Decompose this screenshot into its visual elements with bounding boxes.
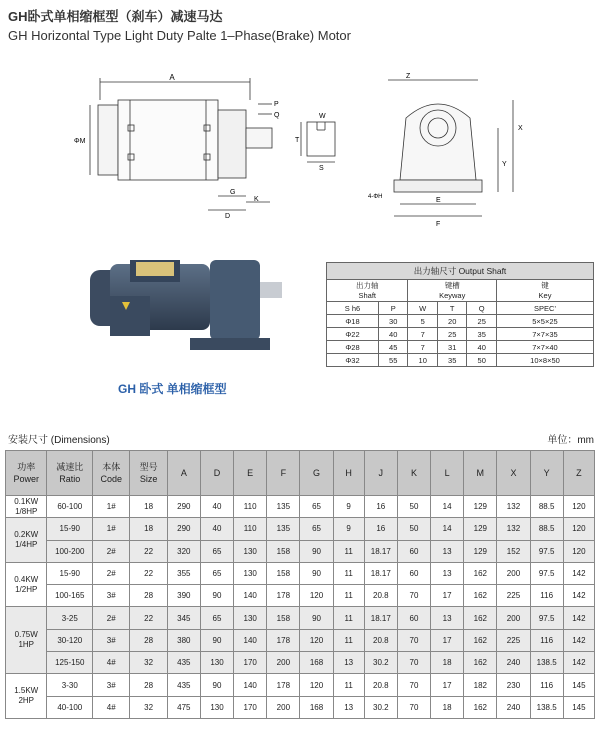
dims-cell: 110 (234, 496, 267, 518)
dims-cell: 70 (397, 652, 430, 674)
dims-cell: 120 (563, 540, 594, 562)
dims-cell: 140 (234, 629, 267, 651)
shaft-cell: 35 (467, 328, 497, 341)
dims-cell: 40 (200, 518, 233, 540)
dims-cell: 70 (397, 674, 430, 696)
dims-cell: 30.2 (364, 696, 397, 718)
dims-cell: 1# (93, 518, 130, 540)
dims-cell: 435 (167, 674, 200, 696)
dims-header-cell: 减速比 Ratio (47, 451, 93, 496)
dims-cell: 130 (200, 696, 233, 718)
page-title-en: GH Horizontal Type Light Duty Palte 1–Phase(Brake) Motor (8, 28, 351, 43)
dims-cell: 225 (497, 585, 530, 607)
dim-label-g: G (230, 189, 236, 196)
shaft-cell: 30 (378, 315, 408, 328)
dims-cell: 200 (267, 652, 300, 674)
dims-cell: 2# (93, 562, 130, 584)
dims-cell: 70 (397, 696, 430, 718)
dims-cell: 435 (167, 652, 200, 674)
dims-header-cell: 型号 Size (130, 451, 167, 496)
dims-cell: 162 (464, 652, 497, 674)
dims-cell: 162 (464, 629, 497, 651)
dims-cell: 116 (530, 585, 563, 607)
dims-cell: 18 (431, 652, 464, 674)
dims-cell: 60 (397, 607, 430, 629)
side-view-drawing (70, 70, 280, 220)
dims-cell: 65 (200, 562, 233, 584)
table-row (6, 696, 595, 718)
dims-cell: 170 (234, 696, 267, 718)
dims-cell: 168 (300, 652, 333, 674)
dims-cell: 120 (300, 585, 333, 607)
table-row (6, 674, 595, 696)
output-shaft-table (326, 262, 594, 367)
dims-cell: 132 (497, 496, 530, 518)
shaft-cell: 35 (437, 354, 467, 367)
power-cell: 0.2KW 1/4HP (6, 518, 47, 563)
dims-cell: 125-150 (47, 652, 93, 674)
dims-cell: 129 (464, 496, 497, 518)
dims-cell: 142 (563, 652, 594, 674)
shaft-cell: 7×7×35 (496, 328, 593, 341)
table-row (6, 607, 595, 629)
shaft-group-key: 键 Key (496, 280, 593, 302)
dim-label-w: W (319, 113, 326, 120)
dims-cell: 390 (167, 585, 200, 607)
dims-cell: 158 (267, 540, 300, 562)
dims-cell: 97.5 (530, 607, 563, 629)
dims-cell: 9 (333, 518, 364, 540)
dims-cell: 28 (130, 585, 167, 607)
dims-cell: 2# (93, 540, 130, 562)
dims-cell: 355 (167, 562, 200, 584)
shaft-cell: 5×5×25 (496, 315, 593, 328)
dims-cell: 14 (431, 518, 464, 540)
dims-cell: 16 (364, 496, 397, 518)
dims-header-cell: H (333, 451, 364, 496)
table-row (6, 652, 595, 674)
dims-cell: 50 (397, 496, 430, 518)
dims-cell: 11 (333, 562, 364, 584)
dims-cell: 60-100 (47, 496, 93, 518)
dims-cell: 120 (300, 674, 333, 696)
dims-cell: 162 (464, 607, 497, 629)
dims-cell: 3# (93, 629, 130, 651)
dims-cell: 15-90 (47, 562, 93, 584)
dim-label-a: A (169, 73, 175, 82)
dims-cell: 30.2 (364, 652, 397, 674)
dims-cell: 70 (397, 629, 430, 651)
dims-cell: 65 (200, 540, 233, 562)
dim-label-f: F (436, 221, 441, 228)
dims-cell: 90 (200, 585, 233, 607)
dims-header-cell: J (364, 451, 397, 496)
dims-cell: 18.17 (364, 562, 397, 584)
shaft-table-title: 出力轴尺寸 Output Shaft (327, 263, 594, 280)
dim-label-y: Y (502, 161, 507, 168)
shaft-cell: 40 (378, 328, 408, 341)
dims-cell: 16 (364, 518, 397, 540)
dim-label-p: P (274, 101, 279, 108)
dims-cell: 30-120 (47, 629, 93, 651)
dims-cell: 345 (167, 607, 200, 629)
dims-cell: 178 (267, 674, 300, 696)
table-row (6, 562, 595, 584)
dimensions-table-body (6, 496, 595, 719)
dims-cell: 90 (300, 607, 333, 629)
dims-header-cell: G (300, 451, 333, 496)
dims-header-cell: X (497, 451, 530, 496)
dims-cell: 162 (464, 585, 497, 607)
dims-cell: 11 (333, 607, 364, 629)
shaft-cell: 25 (437, 328, 467, 341)
shaft-cell: 7×7×40 (496, 341, 593, 354)
dims-header-cell: Z (563, 451, 594, 496)
shaft-col-q: Q (467, 302, 497, 315)
dims-cell: 70 (397, 585, 430, 607)
dims-cell: 4# (93, 652, 130, 674)
dims-cell: 178 (267, 629, 300, 651)
shaft-col-w: W (408, 302, 438, 315)
dims-cell: 60 (397, 540, 430, 562)
dims-cell: 90 (300, 540, 333, 562)
dims-cell: 22 (130, 540, 167, 562)
dims-cell: 100-200 (47, 540, 93, 562)
dims-header-cell: M (464, 451, 497, 496)
shaft-cell: 31 (437, 341, 467, 354)
dims-header-cell: 功率 Power (6, 451, 47, 496)
dims-cell: 145 (563, 674, 594, 696)
dims-cell: 17 (431, 674, 464, 696)
dims-cell: 90 (200, 674, 233, 696)
dims-cell: 240 (497, 696, 530, 718)
dims-cell: 17 (431, 629, 464, 651)
dimensions-header-row (6, 451, 595, 496)
dims-cell: 158 (267, 562, 300, 584)
dims-cell: 3-30 (47, 674, 93, 696)
dimensions-table (5, 450, 595, 719)
dims-cell: 130 (234, 607, 267, 629)
dims-cell: 3# (93, 674, 130, 696)
dims-cell: 88.5 (530, 496, 563, 518)
dims-cell: 28 (130, 674, 167, 696)
dims-cell: 162 (464, 562, 497, 584)
dims-cell: 97.5 (530, 562, 563, 584)
dims-cell: 13 (333, 652, 364, 674)
dims-cell: 475 (167, 696, 200, 718)
dims-cell: 18 (130, 496, 167, 518)
shaft-cell: Φ28 (327, 341, 379, 354)
dims-cell: 290 (167, 518, 200, 540)
shaft-cell: 40 (467, 341, 497, 354)
shaft-group-shaft: 出力轴 Shaft (327, 280, 408, 302)
dim-label-m: ΦM (74, 138, 86, 145)
dims-cell: 13 (431, 562, 464, 584)
shaft-table-row (327, 354, 594, 367)
dims-cell: 17 (431, 585, 464, 607)
dims-cell: 138.5 (530, 696, 563, 718)
shaft-cell: 7 (408, 328, 438, 341)
dims-cell: 65 (300, 518, 333, 540)
dims-header-cell: A (167, 451, 200, 496)
dims-cell: 142 (563, 585, 594, 607)
dims-cell: 9 (333, 496, 364, 518)
dims-cell: 13 (333, 696, 364, 718)
dims-cell: 170 (234, 652, 267, 674)
dim-label-q: Q (274, 112, 280, 119)
dims-cell: 11 (333, 674, 364, 696)
power-cell: 0.75W 1HP (6, 607, 47, 674)
shaft-cell: 7 (408, 341, 438, 354)
dims-cell: 145 (563, 696, 594, 718)
shaft-table-body (327, 315, 594, 367)
dims-cell: 158 (267, 607, 300, 629)
dims-cell: 3# (93, 585, 130, 607)
dims-cell: 168 (300, 696, 333, 718)
dims-cell: 152 (497, 540, 530, 562)
dims-cell: 129 (464, 518, 497, 540)
dims-cell: 3-25 (47, 607, 93, 629)
dims-cell: 97.5 (530, 540, 563, 562)
dims-cell: 182 (464, 674, 497, 696)
shaft-cell: 45 (378, 341, 408, 354)
dims-cell: 320 (167, 540, 200, 562)
dims-cell: 290 (167, 496, 200, 518)
dims-cell: 140 (234, 585, 267, 607)
dims-cell: 135 (267, 518, 300, 540)
dims-cell: 11 (333, 540, 364, 562)
dims-cell: 32 (130, 652, 167, 674)
dims-cell: 11 (333, 585, 364, 607)
dims-header-cell: F (267, 451, 300, 496)
shaft-detail-drawing (295, 110, 355, 170)
dims-cell: 14 (431, 496, 464, 518)
dims-cell: 138.5 (530, 652, 563, 674)
dims-cell: 13 (431, 540, 464, 562)
dims-cell: 90 (200, 629, 233, 651)
dims-cell: 60 (397, 562, 430, 584)
dims-cell: 110 (234, 518, 267, 540)
table-row (6, 629, 595, 651)
shaft-cell: 50 (467, 354, 497, 367)
dim-label-z: Z (406, 73, 411, 80)
dims-cell: 32 (130, 696, 167, 718)
shaft-cell: 55 (378, 354, 408, 367)
dims-cell: 22 (130, 607, 167, 629)
dims-cell: 40-100 (47, 696, 93, 718)
dims-cell: 130 (234, 562, 267, 584)
table-row (6, 585, 595, 607)
dim-label-h: 4-ΦH (368, 194, 383, 200)
power-cell: 1.5KW 2HP (6, 674, 47, 719)
dims-cell: 90 (300, 562, 333, 584)
dims-cell: 142 (563, 562, 594, 584)
dims-cell: 18.17 (364, 540, 397, 562)
table-row (6, 518, 595, 540)
dims-cell: 142 (563, 607, 594, 629)
dims-cell: 116 (530, 629, 563, 651)
power-cell: 0.1KW 1/8HP (6, 496, 47, 518)
shaft-table-row (327, 315, 594, 328)
dims-cell: 230 (497, 674, 530, 696)
dims-cell: 129 (464, 540, 497, 562)
dims-cell: 116 (530, 674, 563, 696)
shaft-cell: 25 (467, 315, 497, 328)
dims-header-cell: D (200, 451, 233, 496)
table-row (6, 496, 595, 518)
shaft-table-row (327, 341, 594, 354)
front-view-drawing (368, 70, 548, 230)
shaft-cell: 10×8×50 (496, 354, 593, 367)
shaft-cell: 20 (437, 315, 467, 328)
dims-cell: 140 (234, 674, 267, 696)
motor-photo (70, 240, 290, 370)
shaft-cell: 10 (408, 354, 438, 367)
dim-label-k: K (254, 196, 259, 203)
dims-cell: 50 (397, 518, 430, 540)
page-title-cn: GH卧式单相缩框型（刹车）减速马达 (8, 9, 223, 24)
shaft-table-row (327, 328, 594, 341)
dims-cell: 18 (130, 518, 167, 540)
dims-cell: 240 (497, 652, 530, 674)
dims-cell: 15-90 (47, 518, 93, 540)
shaft-cell: Φ18 (327, 315, 379, 328)
dims-cell: 20.8 (364, 585, 397, 607)
dims-cell: 28 (130, 629, 167, 651)
dimensions-label: 安装尺寸 (Dimensions) (8, 435, 110, 446)
dims-cell: 130 (234, 540, 267, 562)
dims-cell: 1# (93, 496, 130, 518)
dims-cell: 200 (267, 696, 300, 718)
dim-label-s: S (319, 165, 324, 170)
dims-cell: 178 (267, 585, 300, 607)
dims-cell: 22 (130, 562, 167, 584)
table-row (6, 540, 595, 562)
power-cell: 0.4KW 1/2HP (6, 562, 47, 607)
shaft-cell: Φ22 (327, 328, 379, 341)
dims-cell: 380 (167, 629, 200, 651)
dims-cell: 11 (333, 629, 364, 651)
dim-label-x: X (518, 125, 523, 132)
dims-cell: 13 (431, 607, 464, 629)
dims-cell: 225 (497, 629, 530, 651)
shaft-cell: Φ32 (327, 354, 379, 367)
dims-header-cell: E (234, 451, 267, 496)
dims-cell: 120 (300, 629, 333, 651)
dims-cell: 132 (497, 518, 530, 540)
shaft-group-keyway: 键槽 Keyway (408, 280, 497, 302)
dims-cell: 18 (431, 696, 464, 718)
dims-cell: 88.5 (530, 518, 563, 540)
dims-cell: 142 (563, 629, 594, 651)
dims-header-cell: K (397, 451, 430, 496)
dims-cell: 100-165 (47, 585, 93, 607)
photo-caption: GH 卧式 单相缩框型 (118, 382, 227, 396)
dims-cell: 162 (464, 696, 497, 718)
shaft-cell: 5 (408, 315, 438, 328)
dims-cell: 200 (497, 562, 530, 584)
dims-header-cell: L (431, 451, 464, 496)
dims-cell: 2# (93, 607, 130, 629)
dims-cell: 120 (563, 518, 594, 540)
dims-cell: 18.17 (364, 607, 397, 629)
dim-label-d: D (225, 213, 231, 220)
dims-cell: 130 (200, 652, 233, 674)
dims-cell: 20.8 (364, 674, 397, 696)
dims-cell: 65 (300, 496, 333, 518)
dims-cell: 20.8 (364, 629, 397, 651)
dims-cell: 65 (200, 607, 233, 629)
dims-cell: 120 (563, 496, 594, 518)
dims-header-cell: 本体 Code (93, 451, 130, 496)
dims-cell: 40 (200, 496, 233, 518)
unit-label: 单位：mm (547, 435, 594, 446)
dims-header-cell: Y (530, 451, 563, 496)
dims-cell: 135 (267, 496, 300, 518)
shaft-col-p: P (378, 302, 408, 315)
shaft-col-spec: SPEC' (496, 302, 593, 315)
dim-label-e: E (436, 197, 441, 204)
dim-label-t: T (295, 137, 300, 144)
dims-cell: 4# (93, 696, 130, 718)
dims-cell: 200 (497, 607, 530, 629)
shaft-col-s: S h6 (327, 302, 379, 315)
shaft-col-t: T (437, 302, 467, 315)
